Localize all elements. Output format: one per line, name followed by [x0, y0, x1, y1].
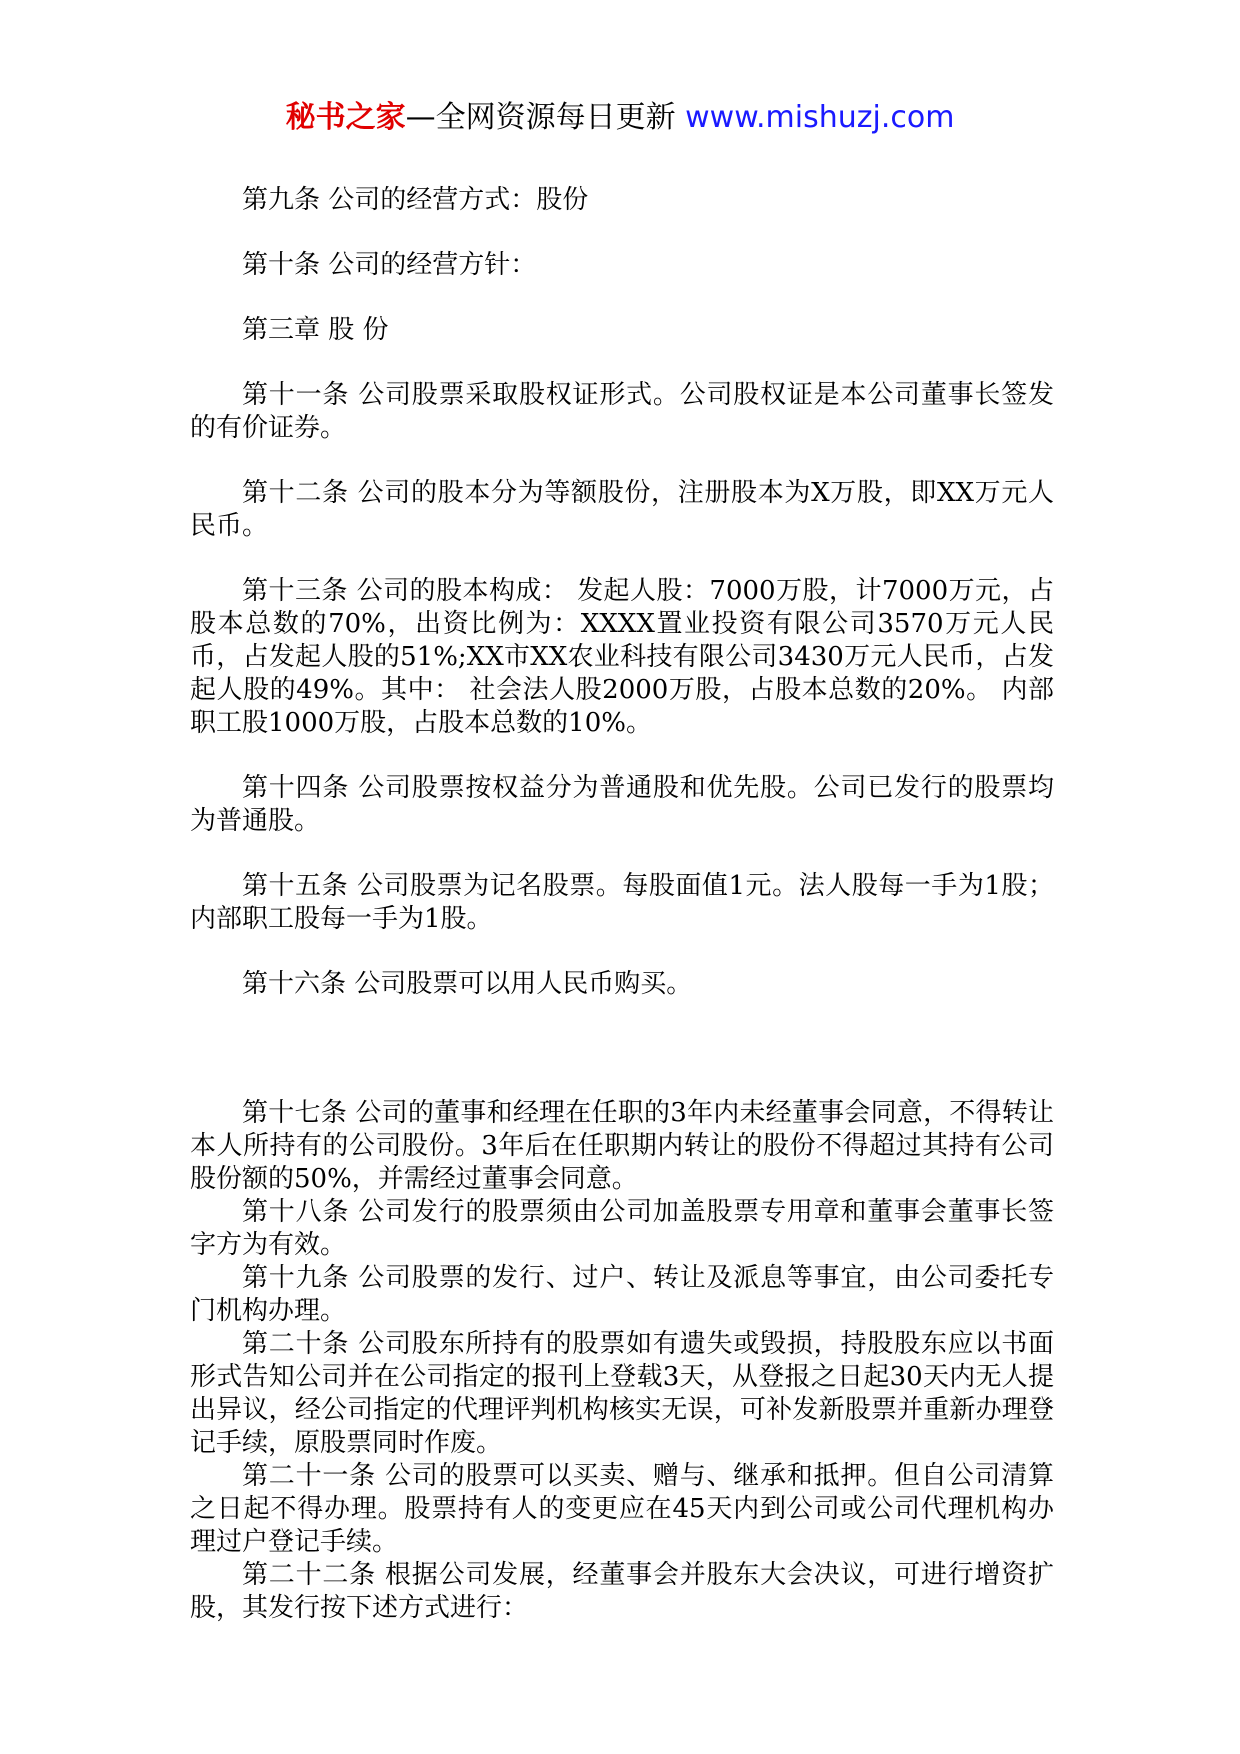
page-header [0, 98, 1240, 138]
document-body [190, 184, 1054, 1625]
chapter-3-heading: 第三章 股 份 [242, 315, 389, 345]
header-tagline: —全网资源每日更新 [405, 100, 676, 135]
article-19: 第十九条 公司股票的发行、过户、转让及派息等事宜，由公司委托专门机构办理。 [190, 1263, 1054, 1326]
article-17: 第十七条 公司的董事和经理在任职的3年内未经董事会同意，不得转让本人所持有的公司股份。3年后在任职期内转让的股份不得超过其持有公司股份额的50%，并需经过董事会同意。 [190, 1098, 1054, 1194]
brand-name: 秘书之家 [285, 100, 406, 135]
article-18: 第十八条 公司发行的股票须由公司加盖股票专用章和董事会董事长签字方为有效。 [190, 1197, 1054, 1260]
header-url-link[interactable]: www.mishuzj.com [685, 100, 955, 135]
article-20: 第二十条 公司股东所持有的股票如有遗失或毁损，持股股东应以书面形式告知公司并在公司指定的报刊上登载3天，从登报之日起30天内无人提出异议，经公司指定的代理评判机构核实无误，可补发新股票并重新办理登记手续，原股票同时作废。 [190, 1329, 1054, 1458]
article-9: 第九条 公司的经营方式：股份 [242, 185, 589, 215]
article-10: 第十条 公司的经营方针： [242, 250, 537, 280]
article-21: 第二十一条 公司的股票可以买卖、赠与、继承和抵押。但自公司清算之日起不得办理。股票持有人的变更应在45天内到公司或公司代理机构办理过户登记手续。 [190, 1461, 1054, 1557]
article-14: 第十四条 公司股票按权益分为普通股和优先股。公司已发行的股票均为普通股。 [190, 773, 1054, 836]
article-16: 第十六条 公司股票可以用人民币购买。 [242, 969, 693, 999]
article-11: 第十一条 公司股票采取股权证形式。公司股权证是本公司董事长签发的有价证券。 [190, 380, 1054, 443]
article-12: 第十二条 公司的股本分为等额股份，注册股本为X万股，即XX万元人民币。 [190, 478, 1054, 541]
article-15: 第十五条 公司股票为记名股票。每股面值1元。法人股每一手为1股；内部职工股每一手为1股。 [190, 871, 1054, 934]
article-13: 第十三条 公司的股本构成： 发起人股：7000万股，计7000万元，占股本总数的70%，出资比例为：XXXX置业投资有限公司3570万元人民币，占发起人股的51%;XX市XX农业科技有限公司3430万元人民币，占发起人股的49%。其中： 社会法人股2000万股，占股本总数的20%。 内部职工股1000万股，占股本总数的10%。 [190, 576, 1054, 738]
article-22: 第二十二条 根据公司发展，经董事会并股东大会决议，可进行增资扩股，其发行按下述方式进行： [190, 1560, 1054, 1623]
